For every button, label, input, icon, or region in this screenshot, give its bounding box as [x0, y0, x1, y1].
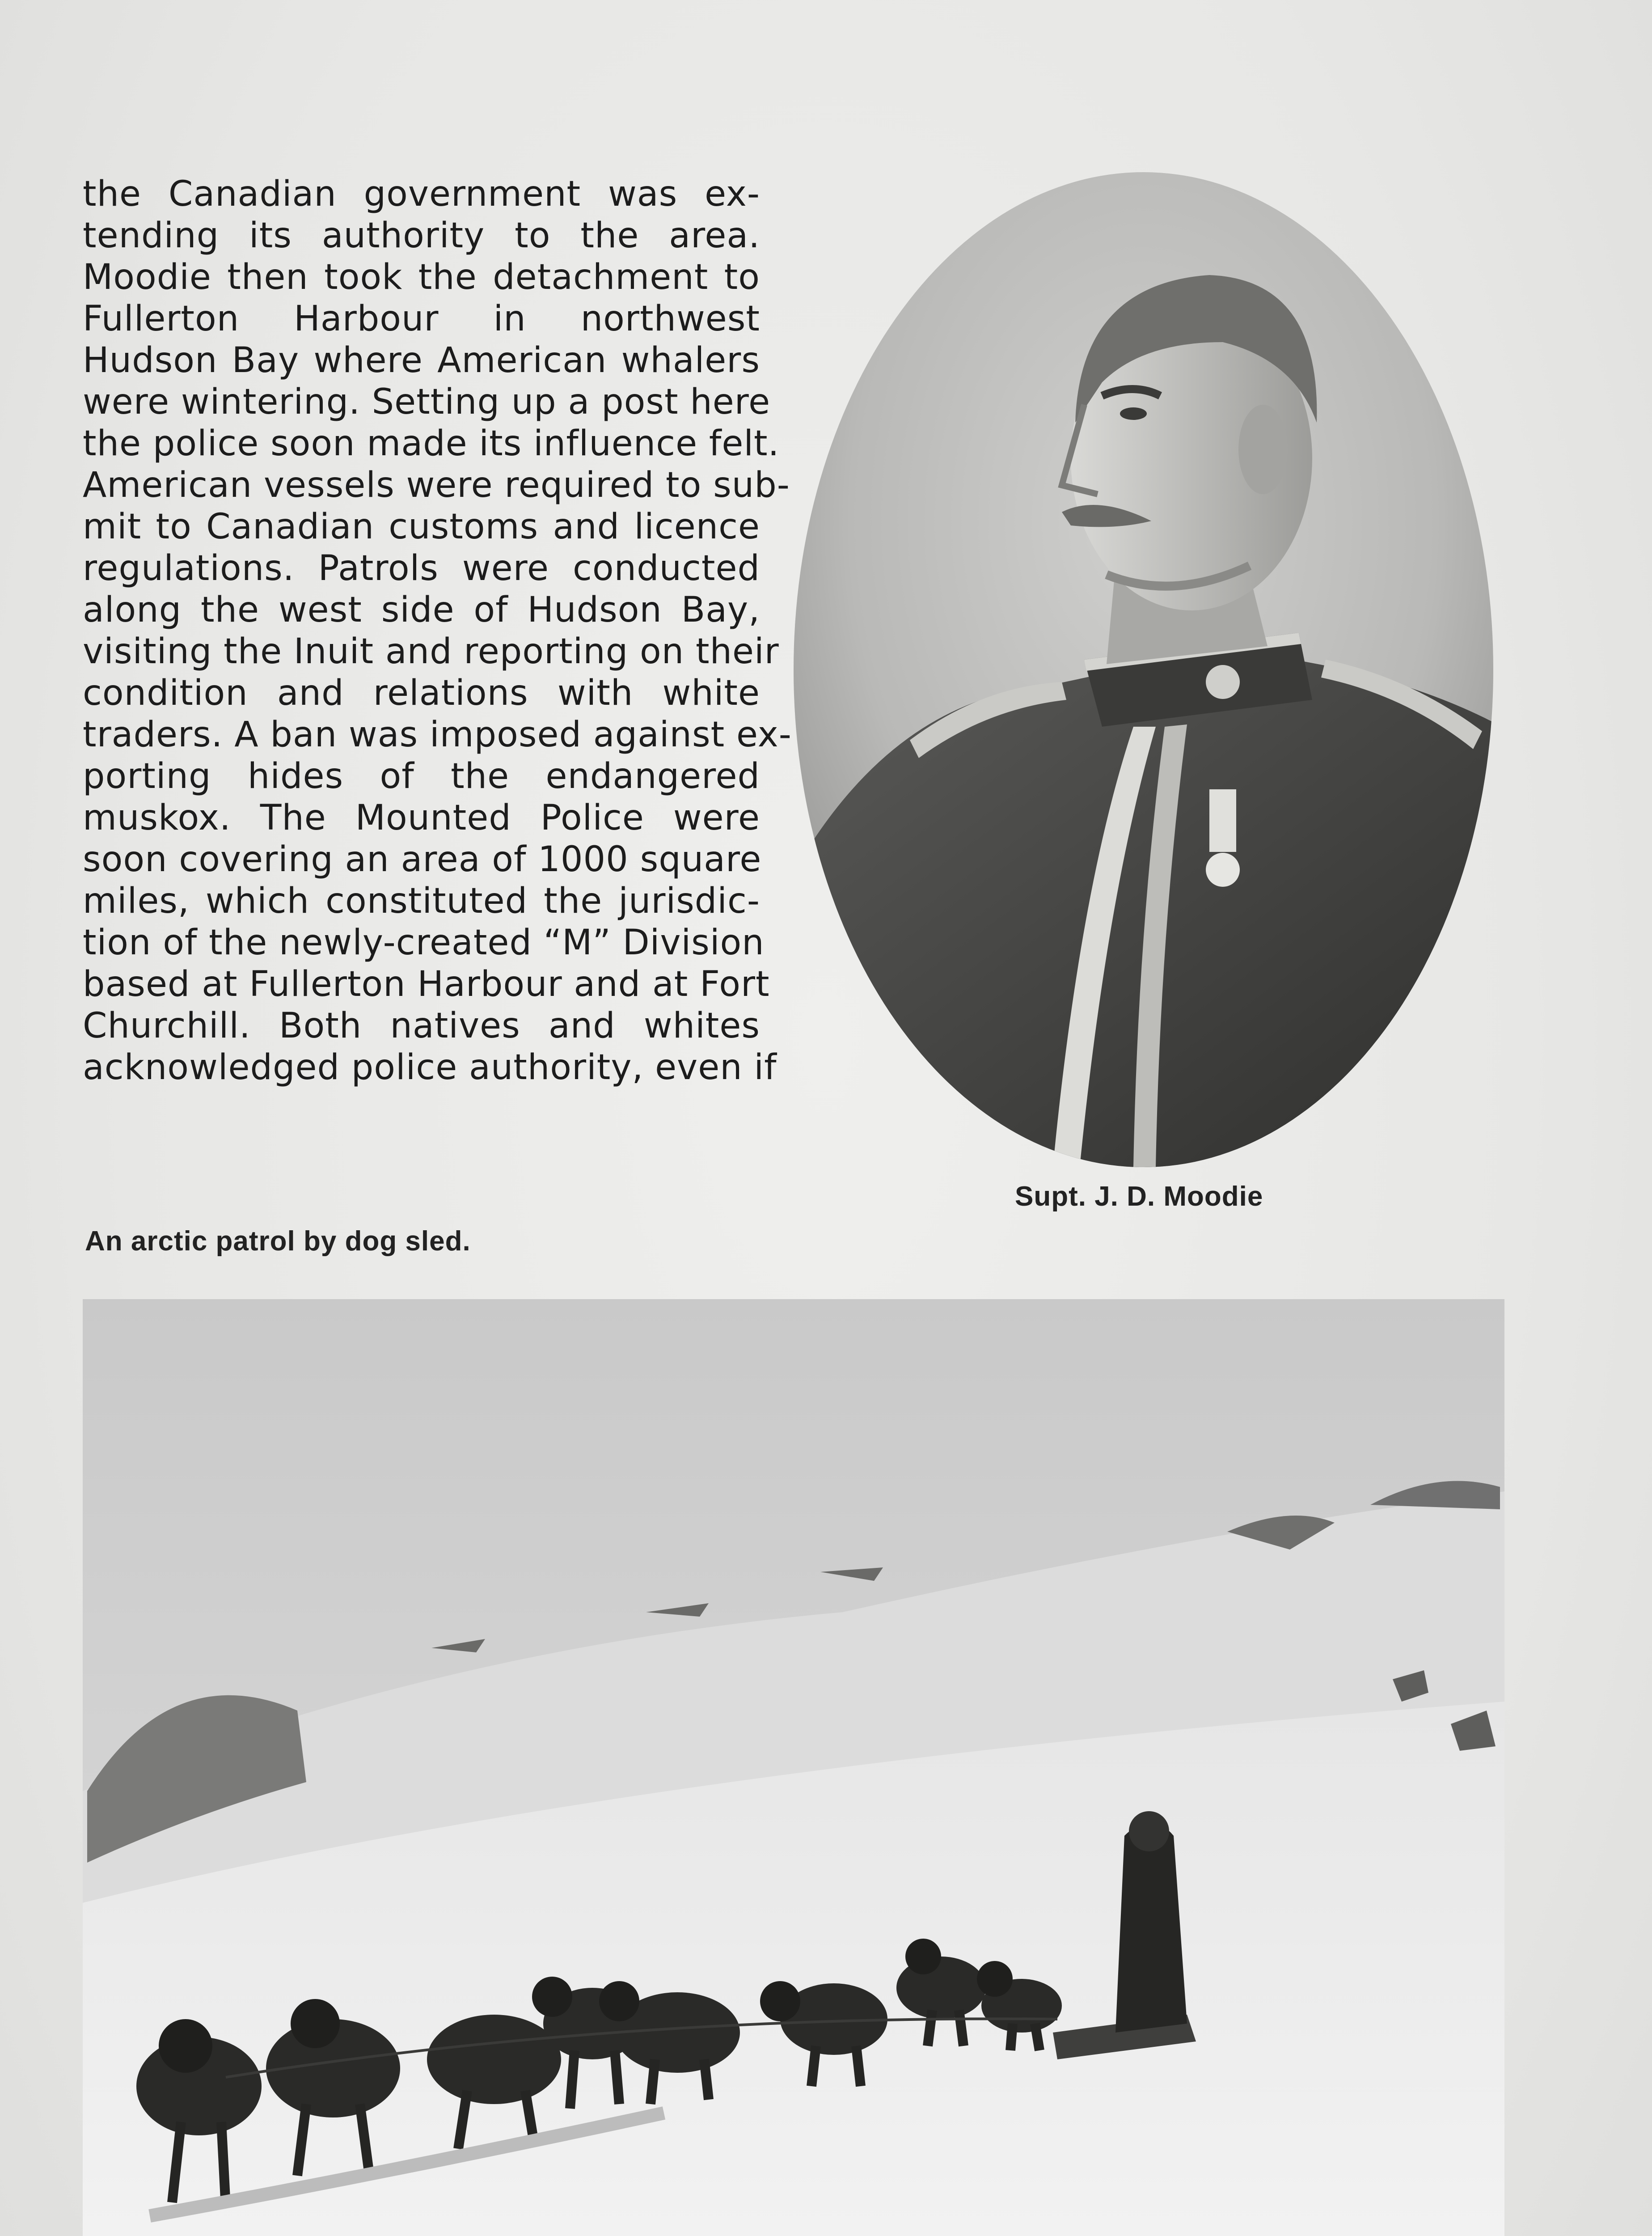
body-text-line: Hudson Bay where American whalers — [83, 340, 760, 381]
body-text-line: tion of the newly-created “M” Division — [83, 923, 765, 963]
body-text-line: mit to Canadian customs and licence — [83, 507, 760, 547]
body-text-line: visiting the Inuit and reporting on their — [83, 631, 779, 672]
body-text-line: miles, which constituted the jurisdic- — [83, 881, 760, 921]
body-text-line: based at Fullerton Harbour and at Fort — [83, 964, 770, 1004]
body-text-line: along the west side of Hudson Bay, — [83, 590, 760, 630]
body-text-line: tending its authority to the area. — [83, 216, 760, 256]
body-text-line: regulations. Patrols were conducted — [83, 548, 760, 589]
body-text-line: Fullerton Harbour in northwest — [83, 299, 760, 339]
body-text-line: were wintering. Setting up a post here — [83, 382, 771, 422]
body-text-line: Churchill. Both natives and whites — [83, 1006, 760, 1046]
body-text-line: acknowledged police authority, even if — [83, 1047, 777, 1088]
body-text-line: the police soon made its influence felt. — [83, 423, 780, 464]
body-text-line: American vessels were required to sub- — [83, 465, 790, 505]
body-text-line: traders. A ban was imposed against ex- — [83, 715, 792, 755]
portrait-caption: Supt. J. D. Moodie — [1015, 1181, 1263, 1212]
body-text-line: porting hides of the endangered — [83, 756, 760, 796]
portrait-photo — [794, 172, 1493, 1167]
body-text-line: condition and relations with white — [83, 673, 760, 713]
body-text-line: Moodie then took the detachment to — [83, 257, 760, 297]
body-text-column — [83, 174, 792, 1088]
body-text-line: soon covering an area of 1000 square — [83, 839, 762, 880]
body-text-line: muskox. The Mounted Police were — [83, 798, 760, 838]
sled-photo-caption: An arctic patrol by dog sled. — [85, 1226, 471, 1257]
dog-sled-photo — [83, 1299, 1504, 2236]
body-text-line: the Canadian government was ex- — [83, 174, 760, 214]
